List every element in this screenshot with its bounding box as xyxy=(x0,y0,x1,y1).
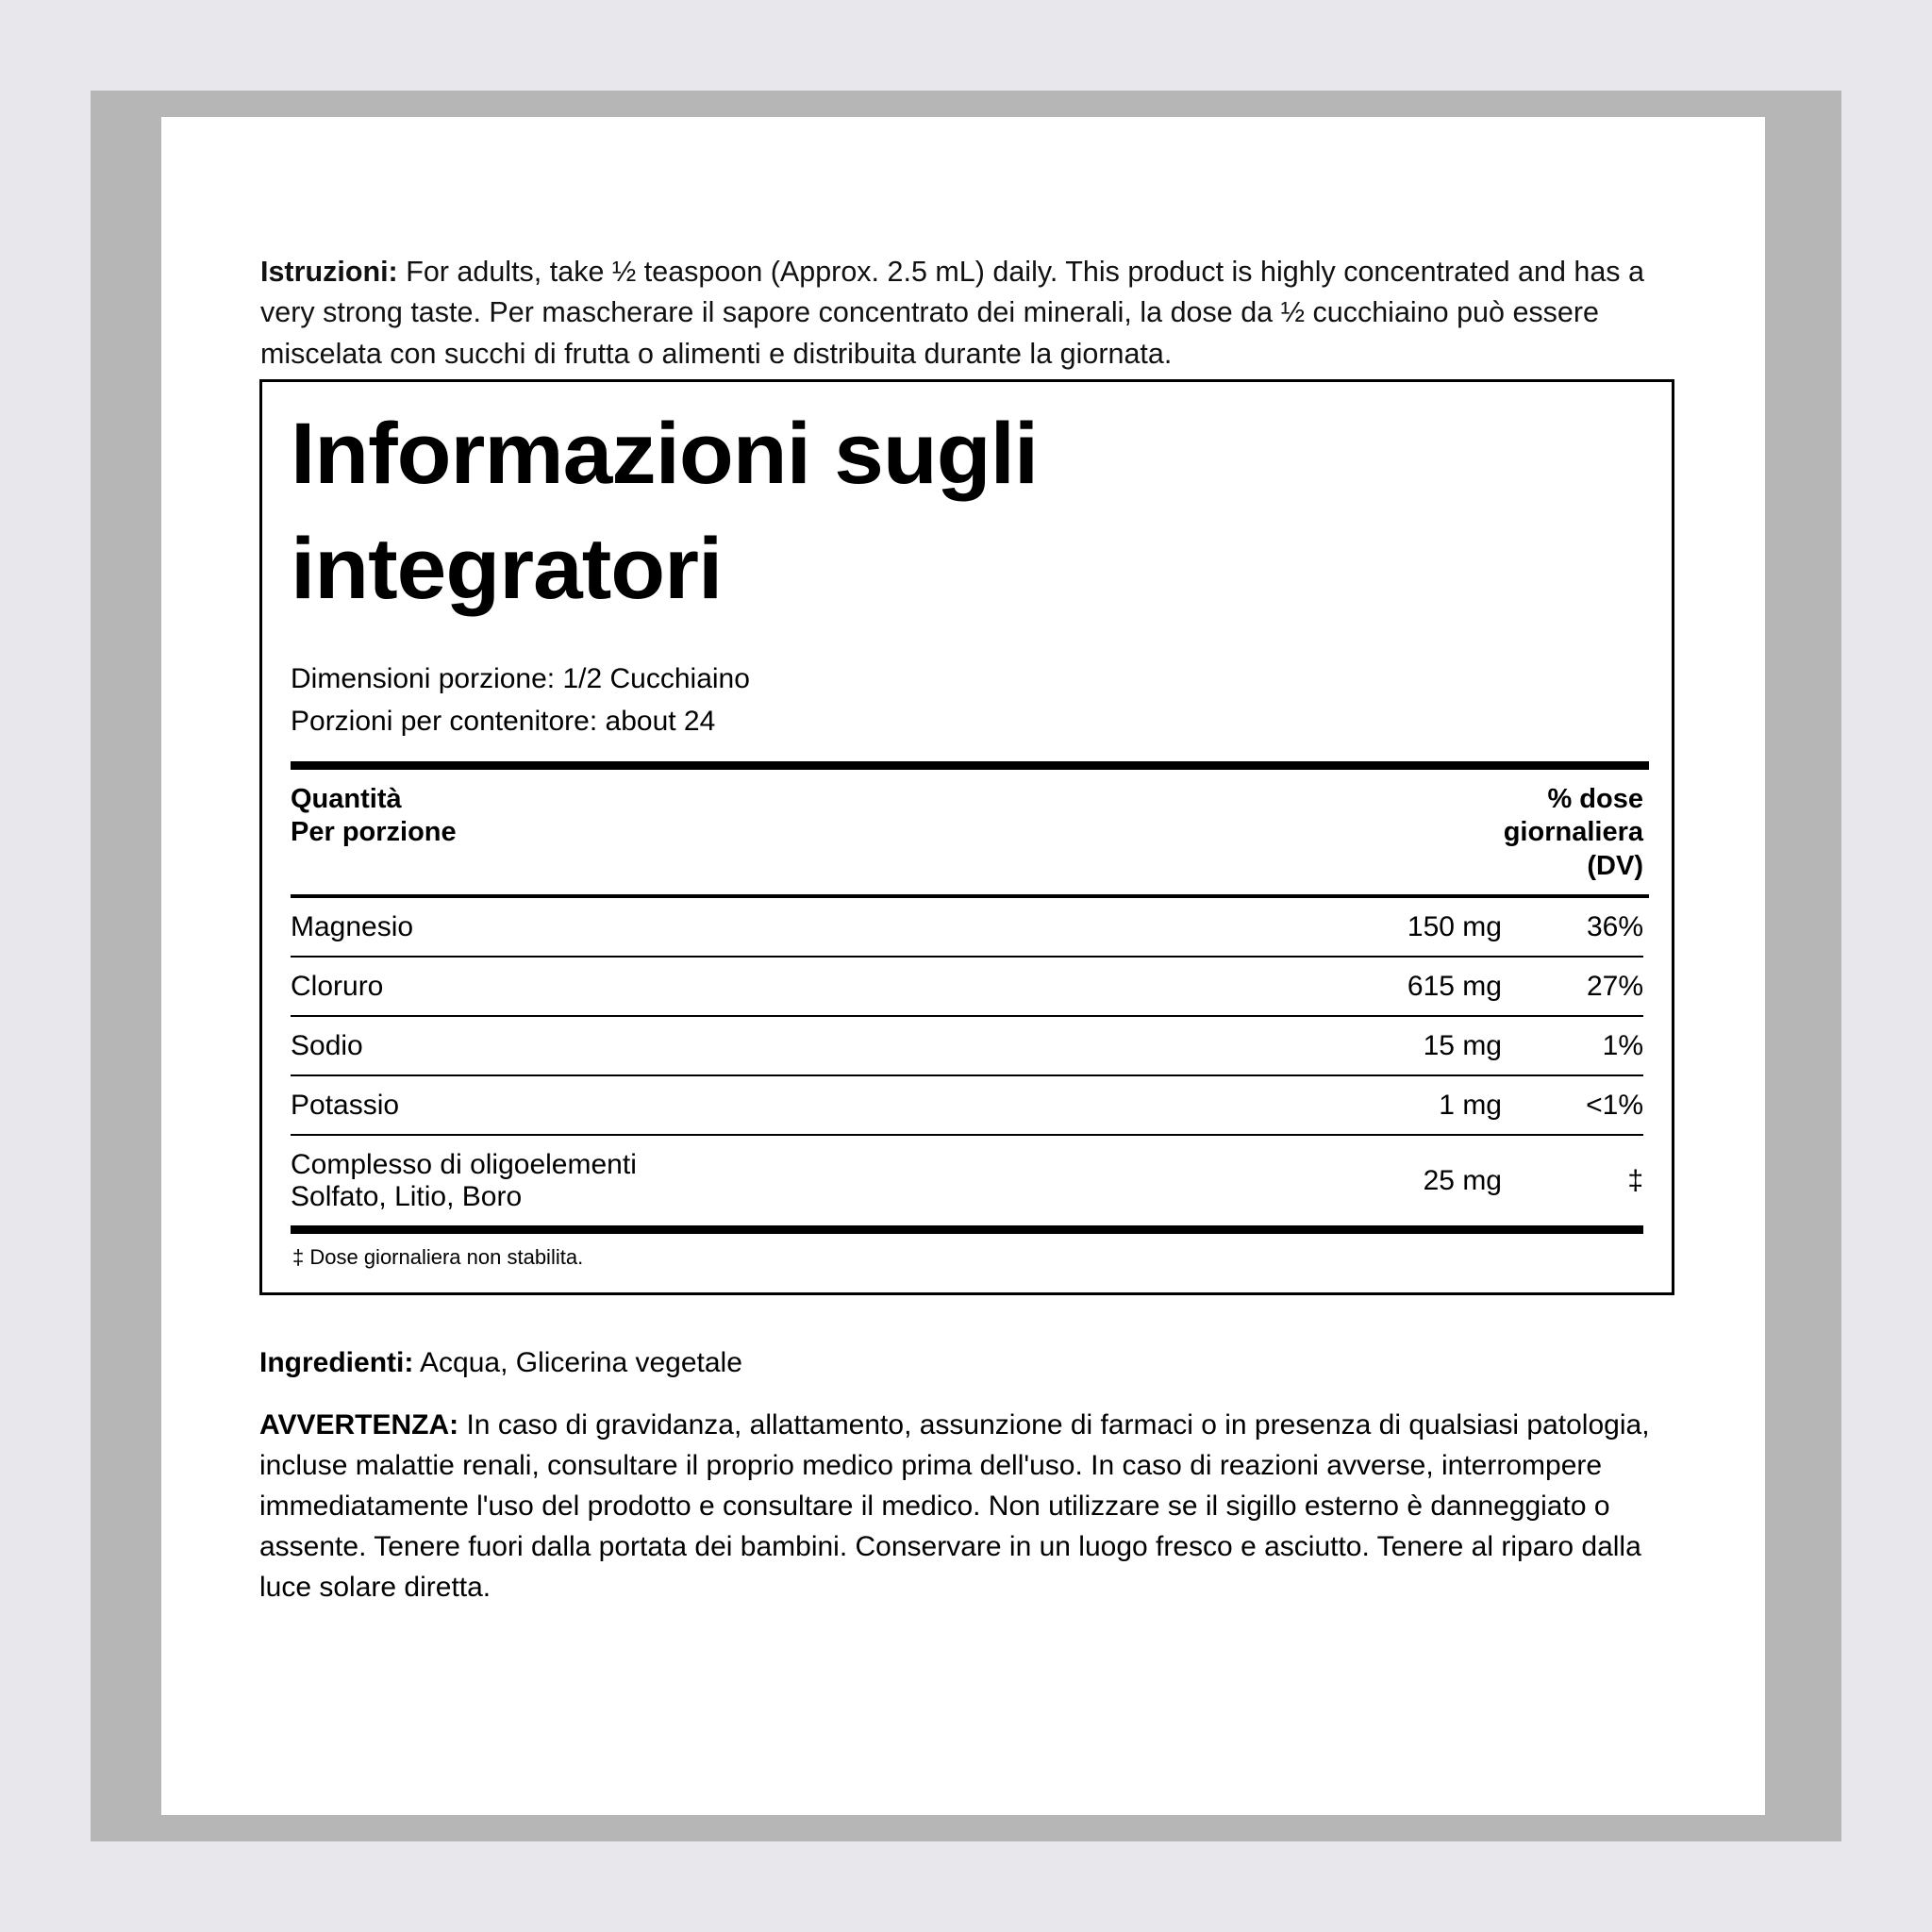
nutrient-name: Sodio xyxy=(291,1016,1257,1075)
warning-text: In caso di gravidanza, allattamento, assunzione di farmaci o in presenza di qualsiasi patologia, incluse malattie renali, consultare il proprio medico prima dell'uso. In caso di reazioni avverse, interrompere immediatamente l'uso del prodotto e consultare il medico. Non utilizzare se il sigillo esterno è danneggiato o assente. Tenere fuori dalla portata dei bambini. Conservare in un luogo fresco e asciutto. Tenere al riparo dalla luce solare diretta. xyxy=(259,1409,1650,1603)
table-row xyxy=(291,1016,1643,1075)
facts-header-dv-line3: (DV) xyxy=(1587,850,1643,881)
facts-header-amount xyxy=(291,783,457,850)
facts-header-dv-line2: giornaliera xyxy=(1503,817,1643,848)
supplement-facts-box xyxy=(259,379,1674,1295)
warning-label: AVVERTENZA: xyxy=(259,1409,459,1441)
daily-value-footnote: ‡ Dose giornaliera non stabilita. xyxy=(292,1245,584,1270)
ingredients-paragraph xyxy=(259,1343,1684,1383)
divider-thick-bottom xyxy=(291,1225,1643,1234)
ingredients-text: Acqua, Glicerina vegetale xyxy=(413,1347,742,1378)
nutrient-dv: ‡ xyxy=(1627,1165,1643,1197)
nutrient-amount: 1 mg xyxy=(1257,1075,1502,1135)
nutrient-dv: 1% xyxy=(1502,1016,1643,1075)
nutrient-dv: 27% xyxy=(1502,957,1643,1016)
table-row xyxy=(291,1075,1643,1135)
directions-text: For adults, take ½ teaspoon (Approx. 2.5 mL) daily. This product is highly concentrated and has a very strong taste. Per mascherare il sapore concentrato dei minerali, la dose da ½ cucchiaino può essere miscelata con succhi di frutta o alimenti e distribuita durante la giornata. xyxy=(260,256,1644,370)
label-outer-panel xyxy=(91,91,1841,1841)
ingredients-label: Ingredienti: xyxy=(259,1347,414,1378)
supplement-facts-title-line2: integratori xyxy=(291,521,723,617)
nutrient-subtext: Solfato, Litio, Boro xyxy=(291,1181,523,1213)
facts-header-dv xyxy=(1504,783,1643,883)
facts-table-header xyxy=(291,783,1643,883)
directions-label: Istruzioni: xyxy=(260,256,398,288)
servings-per-container: Porzioni per contenitore: about 24 xyxy=(291,706,716,737)
nutrient-name: Complesso di oligoelementi xyxy=(291,1149,637,1181)
serving-size: Dimensioni porzione: 1/2 Cucchiaino xyxy=(291,663,750,694)
divider-thick-top xyxy=(291,761,1649,770)
warning-paragraph xyxy=(259,1406,1698,1607)
serving-info xyxy=(291,658,1649,742)
supplement-facts-title-line1: Informazioni sugli xyxy=(291,406,1039,502)
table-row xyxy=(291,1135,1643,1225)
nutrient-name: Magnesio xyxy=(291,898,1257,957)
directions-paragraph xyxy=(260,252,1675,375)
facts-header-amount-line2: Per porzione xyxy=(291,817,457,848)
table-row xyxy=(291,957,1643,1016)
table-row xyxy=(291,898,1643,957)
supplement-facts-title xyxy=(291,406,1690,617)
nutrient-name: Potassio xyxy=(291,1075,1257,1135)
supplement-label-card xyxy=(161,117,1765,1815)
nutrient-dv: <1% xyxy=(1502,1075,1643,1135)
supplement-facts-table xyxy=(291,898,1643,1225)
nutrient-dv: 36% xyxy=(1502,898,1643,957)
facts-header-dv-line1: % dose xyxy=(1547,784,1643,814)
nutrient-amount: 615 mg xyxy=(1257,957,1502,1016)
nutrient-name: Cloruro xyxy=(291,957,1257,1016)
facts-header-amount-line1: Quantità xyxy=(291,784,402,814)
nutrient-amount: 150 mg xyxy=(1257,898,1502,957)
nutrient-name-group xyxy=(291,1135,1257,1225)
nutrient-amount: 15 mg xyxy=(1257,1016,1502,1075)
nutrient-amount: 25 mg xyxy=(1423,1165,1502,1197)
